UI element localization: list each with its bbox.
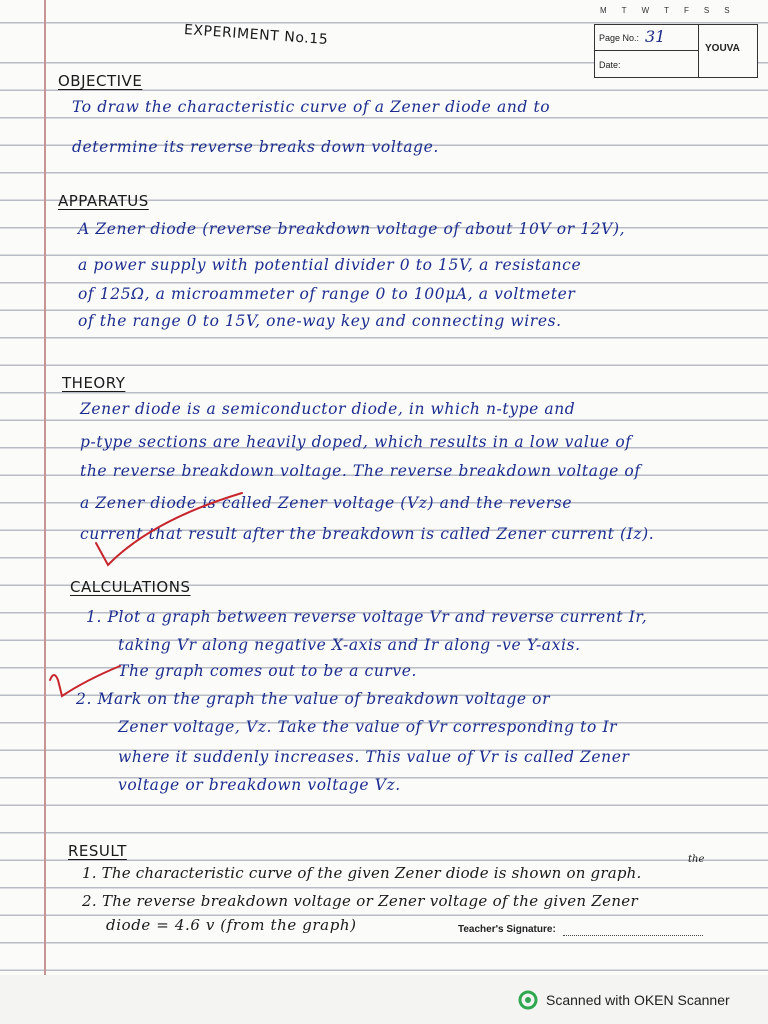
- apparatus-line: of 125Ω, a microammeter of range 0 to 100μA, a voltmeter: [78, 285, 576, 303]
- apparatus-line: a power supply with potential divider 0 to 15V, a resistance: [78, 256, 582, 274]
- calculations-line: The graph comes out to be a curve.: [118, 662, 418, 680]
- objective-line: determine its reverse breaks down voltage.: [72, 138, 439, 156]
- theory-line: p-type sections are heavily doped, which results in a low value of: [80, 433, 632, 451]
- calculations-heading: CALCULATIONS: [70, 578, 191, 596]
- result-heading: RESULT: [68, 842, 127, 860]
- result-line: diode = 4.6 v (from the graph): [106, 916, 357, 934]
- weekday-strip: [600, 6, 760, 15]
- page-no-value: 31: [645, 27, 666, 46]
- weekday: F: [684, 6, 689, 15]
- page-info-box: [594, 24, 758, 78]
- date-label: Date:: [599, 60, 621, 70]
- result-line: 1. The characteristic curve of the given Zener diode is shown on graph.: [82, 864, 642, 882]
- page-no-row: [595, 25, 699, 51]
- calculations-line: where it suddenly increases. This value of Vr is called Zener: [118, 748, 630, 766]
- weekday: T: [621, 6, 627, 15]
- theory-line: current that result after the breakdown is called Zener current (Iz).: [80, 525, 655, 543]
- calculations-line: Zener voltage, Vz. Take the value of Vr corresponding to Ir: [118, 718, 618, 736]
- page-no-label: Page No.:: [599, 33, 640, 43]
- signature-label: Teacher's Signature:: [458, 924, 556, 935]
- scanner-logo-icon: [518, 990, 538, 1010]
- scanner-watermark: [518, 990, 730, 1010]
- date-row: [595, 51, 699, 77]
- apparatus-line: A Zener diode (reverse breakdown voltage of about 10V or 12V),: [78, 220, 626, 238]
- teacher-checkmark: [92, 485, 252, 575]
- objective-line: To draw the characteristic curve of a Zener diode and to: [72, 98, 551, 116]
- scanner-text: Scanned with OKEN Scanner: [546, 992, 730, 1008]
- apparatus-heading: APPARATUS: [58, 192, 149, 210]
- calculations-line: voltage or breakdown voltage Vz.: [118, 776, 401, 794]
- experiment-title: EXPERIMENT No.15: [183, 22, 329, 49]
- weekday: S: [724, 6, 730, 15]
- theory-line: the reverse breakdown voltage. The reverse breakdown voltage of: [80, 462, 641, 480]
- weekday: M: [600, 6, 607, 15]
- theory-line: Zener diode is a semiconductor diode, in which n-type and: [80, 400, 576, 418]
- apparatus-line: of the range 0 to 15V, one-way key and connecting wires.: [78, 312, 562, 330]
- weekday: W: [641, 6, 650, 15]
- objective-heading: OBJECTIVE: [58, 72, 143, 90]
- result-line: 2. The reverse breakdown voltage or Zener voltage of the given Zener: [82, 892, 638, 910]
- theory-line: a Zener diode is called Zener voltage (Vz) and the reverse: [80, 494, 573, 512]
- brand-name: YOUVA: [705, 43, 740, 54]
- signature-line: [563, 935, 703, 936]
- calculations-line: taking Vr along negative X-axis and Ir along -ve Y-axis.: [118, 636, 581, 654]
- calculations-line: 2. Mark on the graph the value of breakdown voltage or: [76, 690, 551, 708]
- margin-line: [44, 0, 46, 975]
- teacher-tick-mark: [46, 662, 126, 712]
- theory-heading: THEORY: [62, 374, 126, 392]
- inserted-word: the: [688, 854, 705, 865]
- weekday: S: [703, 6, 710, 15]
- weekday: T: [664, 6, 670, 15]
- calculations-line: 1. Plot a graph between reverse voltage Vr and reverse current Ir,: [86, 608, 648, 626]
